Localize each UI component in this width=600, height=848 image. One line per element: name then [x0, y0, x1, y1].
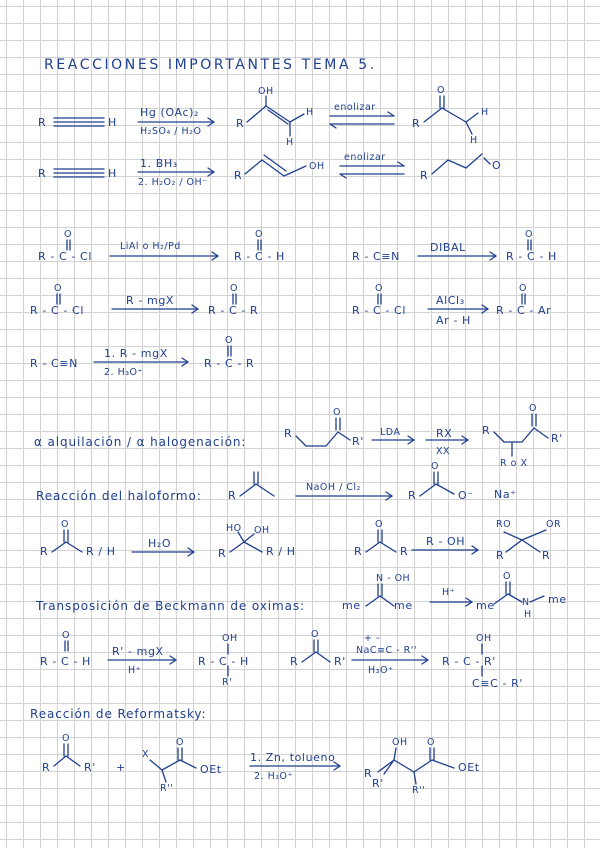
- amide-structure: [494, 582, 544, 604]
- section-alpha-label: α alquilación / α halogenación:: [34, 435, 247, 449]
- haloester-reformatsky: [150, 748, 196, 782]
- reformatsky-product-o: O: [427, 737, 435, 748]
- grignard-product-oh: OH: [222, 633, 238, 644]
- ketone-h2-1: H: [470, 135, 478, 146]
- nitrile-4: R - C≡N: [352, 250, 400, 263]
- reagent-5: R - mgX: [126, 294, 175, 307]
- alpha-rprime: R': [352, 435, 364, 448]
- ketone-acetal-reactant: [366, 530, 396, 552]
- hydroxyester-product: [378, 748, 454, 784]
- alpha-product-r: R: [482, 424, 491, 437]
- reformatsky-product-oet: OEt: [458, 761, 480, 774]
- reformatsky-product-r: R: [364, 767, 373, 780]
- reagent-top-6: AlCl₃: [436, 294, 465, 307]
- methyl-ketone-haloform: [240, 472, 274, 496]
- reaction-arrow-1: [138, 118, 214, 126]
- aldehyde-o-4: O: [525, 229, 533, 240]
- enol-oh-2: OH: [309, 161, 325, 172]
- ketone-r-1: R: [412, 117, 421, 130]
- alkyne-h-1: H: [108, 116, 117, 129]
- reagent-top-1: Hg (OAc)₂: [140, 106, 199, 119]
- equilibrium-arrows-1: [330, 112, 394, 128]
- ketone-o-5: O: [230, 283, 238, 294]
- aryl-ketone-6: R - C - Ar: [496, 304, 552, 317]
- reformatsky-o: O: [62, 733, 70, 744]
- enol-structure-1: [247, 96, 304, 136]
- reaction-arrow-3: [110, 252, 218, 260]
- carbonyl-hydrate-reactant: [52, 530, 82, 552]
- reformatsky-o2: O: [176, 737, 184, 748]
- section-beckmann-label: Transposición de Beckmann de oximas:: [36, 599, 305, 613]
- hydrate-oh: OH: [254, 525, 270, 536]
- reformatsky-reagent-bottom: 2. H₃O⁺: [254, 771, 294, 782]
- acetal-product-r1: R: [496, 549, 505, 562]
- hydrate-o: O: [61, 519, 69, 530]
- equilibrium-label-1: enolizar: [334, 102, 376, 113]
- hydrate-ho: HO: [226, 523, 242, 534]
- ketone-5: R - C - R: [208, 304, 259, 317]
- beckmann-reagent: H⁺: [442, 587, 456, 598]
- ketone-structure-1: [424, 96, 478, 134]
- reformatsky-reagent-top: 1. Zn, tolueno: [250, 751, 336, 764]
- reformatsky-product-oh: OH: [392, 737, 408, 748]
- aldehyde-o-3: O: [255, 229, 263, 240]
- reagent-top-7: 1. R - mgX: [104, 347, 168, 360]
- haloform-product-r: R: [408, 489, 417, 502]
- beckmann-product-me2: me: [548, 593, 567, 606]
- alpha-product-substituent: R o X: [500, 458, 528, 469]
- enol-h1-1: H: [306, 107, 314, 118]
- reformatsky-r: R: [42, 761, 51, 774]
- alkyne-r-2: R: [38, 167, 47, 180]
- reagent-bottom-1: H₂SO₄ / H₂O: [140, 126, 202, 137]
- enol-h2-1: H: [286, 137, 294, 148]
- hydrate-product-rh: R / H: [266, 545, 296, 558]
- acetylide-product-alkyne: C≡C - R': [472, 677, 524, 690]
- acetal-o: O: [375, 519, 383, 530]
- enol-oh-1: OH: [258, 86, 274, 97]
- haloform-product-o: O: [431, 461, 439, 472]
- grignard-reactant: R - C - H: [40, 655, 91, 668]
- reformatsky-product-rpp: R'': [412, 785, 426, 796]
- reformatsky-product-rprime: R': [372, 777, 384, 790]
- reformatsky-x: X: [142, 749, 150, 760]
- ketone-reformatsky: [54, 744, 80, 766]
- haloform-r: R: [228, 489, 237, 502]
- alpha-reagent-rx: RX: [436, 427, 453, 440]
- beckmann-product-n: N: [522, 597, 530, 608]
- grignard-o: O: [62, 630, 70, 641]
- ketone-skeleton-alpha: [296, 418, 350, 446]
- ketone-o-1: O: [437, 85, 445, 96]
- reagent-bottom-2: 2. H₂O₂ / OH⁻: [138, 177, 208, 188]
- ketone-7: R - C - R: [204, 357, 255, 370]
- acetal-r1: R: [354, 545, 363, 558]
- acyl-chloride-6: R - C - Cl: [352, 304, 406, 317]
- hydrate-r: R: [40, 545, 49, 558]
- alkyne-triple-bond-2: [54, 169, 104, 177]
- ketone-product-alpha: [494, 414, 548, 456]
- nitrile-7: R - C≡N: [30, 357, 78, 370]
- alkyne-h-2: H: [108, 167, 117, 180]
- haloform-product-ominus: O⁻: [458, 489, 474, 502]
- grignard-reagent-top: R' - mgX: [112, 645, 164, 658]
- hydrate-product-r: R: [218, 547, 227, 560]
- section-reformatsky-label: Reacción de Reformatsky:: [30, 707, 207, 721]
- haloform-sodium: Na⁺: [494, 488, 517, 501]
- alpha-product-o: O: [529, 403, 537, 414]
- reagent-4: DIBAL: [430, 241, 466, 254]
- oxime-structure: [366, 584, 394, 606]
- reagent-top-2: 1. BH₃: [140, 157, 178, 170]
- acetal-product: [504, 530, 546, 552]
- aldehyde-o-2: O: [492, 159, 502, 172]
- acyl-chloride-o-6: O: [375, 283, 383, 294]
- acetal-product-r2: R: [542, 549, 551, 562]
- acetal-reagent: R - OH: [426, 535, 466, 548]
- acetal-ro: RO: [496, 519, 512, 530]
- alkyne-r-1: R: [38, 116, 47, 129]
- carbonyl-lines-grignard: [65, 641, 68, 651]
- acetylide-rprime: R': [334, 655, 346, 668]
- equilibrium-label-2: enolizar: [344, 152, 386, 163]
- acetylide-r: R: [290, 655, 299, 668]
- acetylide-o: O: [311, 629, 319, 640]
- enol-r-1: R: [236, 117, 245, 130]
- reaction-arrow-haloform: [296, 492, 392, 500]
- enol-r-2: R: [234, 169, 243, 182]
- grignard-product: R - C - H: [198, 655, 249, 668]
- alkyne-triple-bond-1: [54, 118, 104, 126]
- hydrate-reagent: H₂O: [148, 537, 172, 550]
- acyl-chloride-5: R - C - Cl: [30, 304, 84, 317]
- enol-structure-2: [245, 155, 306, 176]
- beckmann-me2: me: [394, 599, 413, 612]
- reagent-bottom-7: 2. H₃O⁺: [104, 367, 144, 378]
- acyl-chloride-o-3: O: [64, 229, 72, 240]
- alpha-r: R: [284, 427, 293, 440]
- carbonyl-lines-7: [228, 346, 231, 356]
- reformatsky-plus: +: [116, 761, 126, 774]
- aldehyde-4: R - C - H: [506, 250, 557, 263]
- alpha-reagent-xx: XX: [436, 446, 451, 457]
- alpha-reagent-lda: LDA: [380, 427, 401, 438]
- beckmann-product-nh: H: [524, 609, 532, 620]
- ketone-acetylide-reactant: [302, 640, 330, 662]
- acetal-r2: R: [400, 545, 409, 558]
- page-title: REACCIONES IMPORTANTES TEMA 5.: [44, 57, 377, 73]
- reagent-bottom-6: Ar - H: [436, 314, 471, 327]
- carbonyl-lines-4: [528, 240, 531, 250]
- aldehyde-r-2: R: [420, 169, 429, 182]
- acetylide-reagent-top: NaC≡C - R'': [356, 645, 417, 656]
- haloform-reagent: NaOH / Cl₂: [306, 482, 361, 493]
- beckmann-product-me1: me: [476, 599, 495, 612]
- grignard-reagent-bottom: H⁺: [128, 665, 142, 676]
- acetylide-product-oh: OH: [476, 633, 492, 644]
- section-haloform-label: Reacción del haloformo:: [36, 489, 202, 503]
- beckmann-product-o: O: [503, 571, 511, 582]
- reaction-arrow-acetylide: [352, 656, 428, 664]
- acyl-chloride-o-5: O: [54, 283, 62, 294]
- beckmann-noh: N - OH: [376, 573, 411, 584]
- grignard-product-rprime: R': [222, 677, 233, 688]
- alpha-o: O: [333, 407, 341, 418]
- alpha-product-rprime: R': [551, 432, 563, 445]
- reformatsky-rpp: R'': [160, 783, 174, 794]
- ketone-h1-1: H: [481, 107, 489, 118]
- equilibrium-arrows-2: [340, 162, 404, 178]
- aldehyde-structure-2: [432, 154, 490, 174]
- acetylide-charges: + -: [364, 633, 380, 644]
- reformatsky-rprime: R': [84, 761, 96, 774]
- reformatsky-oet: OEt: [200, 763, 222, 776]
- beckmann-me1: me: [342, 599, 361, 612]
- reagent-3: LiAl o H₂/Pd: [120, 241, 181, 252]
- acyl-chloride-3: R - C - Cl: [38, 250, 92, 263]
- acetylide-product: R - C - R': [442, 655, 496, 668]
- ketone-o-7: O: [225, 335, 233, 346]
- hydrate-rh: R / H: [86, 545, 116, 558]
- aldehyde-3: R - C - H: [234, 250, 285, 263]
- aryl-ketone-o-6: O: [519, 283, 527, 294]
- acetal-or: OR: [546, 519, 562, 530]
- carboxylate-haloform: [420, 472, 454, 496]
- reaction-arrow-beckmann: [430, 598, 472, 606]
- acetylide-reagent-bottom: H₃O⁺: [368, 665, 394, 676]
